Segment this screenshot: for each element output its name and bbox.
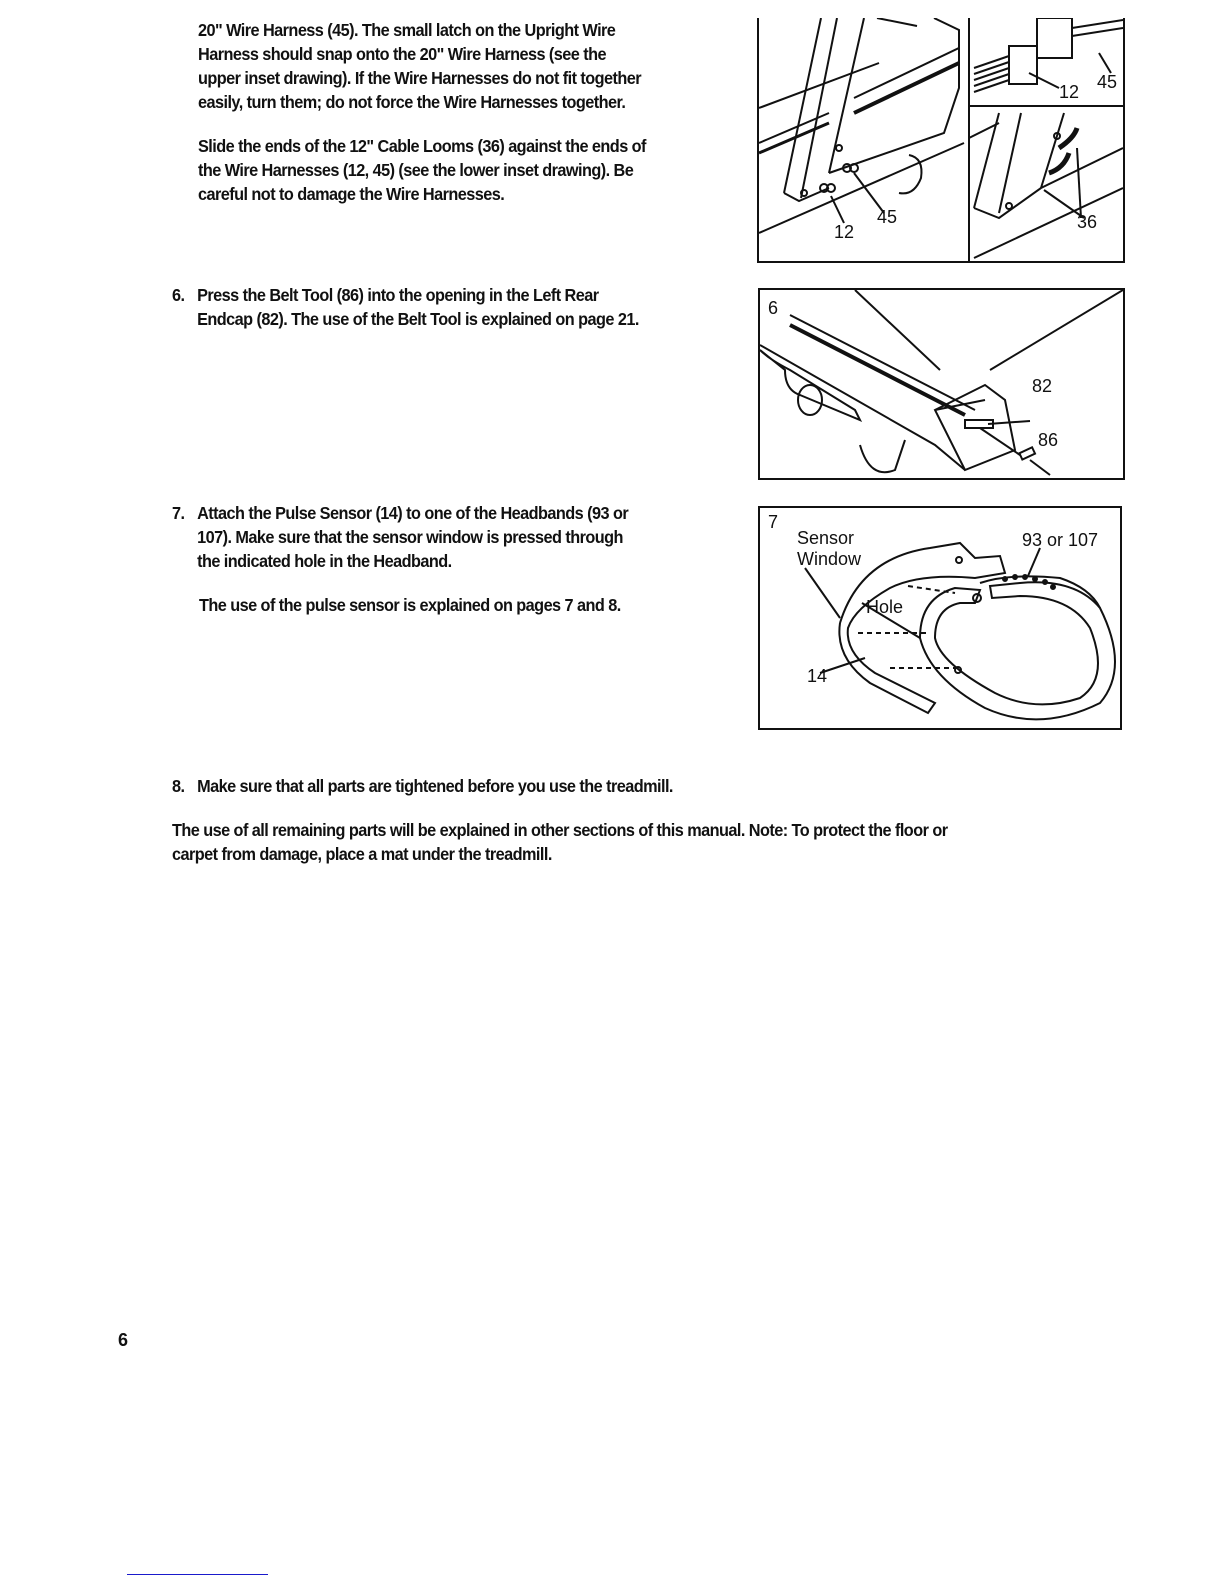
footer-link-underline[interactable] — [127, 1574, 268, 1575]
text-line: Press the Belt Tool (86) into the opening in the Left Rear — [197, 285, 599, 305]
wire-harness-drawing — [759, 18, 1123, 261]
pulse-sensor-figure — [758, 506, 1122, 730]
step-number: 6. — [172, 285, 185, 305]
step-8 — [172, 774, 673, 798]
label-45: 45 — [1097, 72, 1118, 92]
text-line: carpet from damage, place a mat under the treadmill. — [172, 844, 552, 864]
frame-line — [759, 63, 879, 108]
text-line: Attach the Pulse Sensor (14) to one of the Headbands (93 or — [197, 503, 629, 523]
closing-note — [172, 818, 947, 866]
label-45: 45 — [877, 207, 898, 227]
label-14: 14 — [807, 666, 828, 686]
step-number: 7. — [172, 503, 185, 523]
text-line: The use of all remaining parts will be explained in other sections of this manual. Note: To protect the floor or — [172, 820, 948, 840]
step-number: 8. — [172, 776, 185, 796]
label-86: 86 — [1038, 430, 1059, 450]
label-82: 82 — [1032, 376, 1053, 396]
pulse-sensor-drawing — [760, 508, 1120, 728]
continuation-paragraph-1 — [198, 18, 641, 114]
label-window: Window — [797, 549, 862, 569]
label-sensor: Sensor — [797, 528, 855, 548]
label-hole: Hole — [866, 597, 904, 617]
page-number: 6 — [118, 1330, 129, 1350]
continuation-paragraph-2 — [198, 134, 646, 206]
text-line: Make sure that all parts are tightened before you use the treadmill. — [197, 776, 673, 796]
text-line: the Wire Harnesses (12, 45) (see the lower inset drawing). Be — [198, 160, 634, 180]
text-line: 107). Make sure that the sensor window is pressed through — [197, 527, 623, 547]
label-12: 12 — [834, 222, 855, 242]
figure-step-number: 6 — [768, 298, 779, 318]
belt-tool-drawing — [760, 290, 1123, 478]
label-12: 12 — [1059, 82, 1080, 102]
belt-tool-figure — [758, 288, 1125, 480]
step-7 — [172, 501, 628, 573]
step-7-note — [199, 593, 621, 617]
upright-edge — [784, 18, 821, 193]
text-line: The use of the pulse sensor is explained on pages 7 and 8. — [199, 595, 621, 615]
label-36: 36 — [1077, 212, 1098, 232]
text-line: Endcap (82). The use of the Belt Tool is explained on page 21. — [197, 309, 639, 329]
wire-harness-figure — [757, 18, 1125, 263]
text-line: 20" Wire Harness (45). The small latch on the Upright Wire — [198, 20, 616, 40]
label-93-or-107: 93 or 107 — [1022, 530, 1099, 550]
text-line: easily, turn them; do not force the Wire Harnesses together. — [198, 92, 626, 112]
text-line: Harness should snap onto the 20" Wire Harness (see the — [198, 44, 606, 64]
text-line: careful not to damage the Wire Harnesses. — [198, 184, 505, 204]
text-line: Slide the ends of the 12" Cable Looms (36) against the ends of — [198, 136, 646, 156]
step-6 — [172, 283, 639, 331]
text-line: the indicated hole in the Headband. — [197, 551, 452, 571]
figure-step-number: 7 — [768, 512, 779, 532]
text-line: upper inset drawing). If the Wire Harnesses do not fit together — [198, 68, 642, 88]
